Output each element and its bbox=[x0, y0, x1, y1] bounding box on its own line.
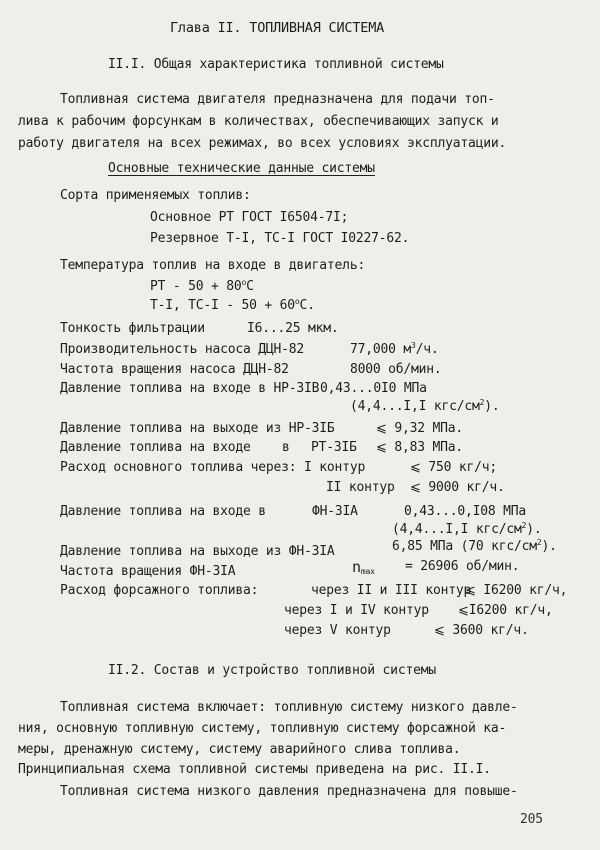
section-2-line-1: Топливная система включает: топливную систему низкого давле- bbox=[60, 700, 518, 715]
temperature-t1-ts1: Т-I, $ТС-I - 50 + 60^оС$. bbox=[150, 297, 315, 313]
temperature-label: Температура топлив на входе в двигатель: bbox=[60, 258, 366, 273]
page-number: 205 bbox=[520, 812, 543, 827]
afterburner-value-3: ⩽ 3600 кг/ч. bbox=[434, 623, 529, 638]
section-2-line-3: меры, дренажную систему, систему аварийного слива топлива. bbox=[18, 742, 461, 757]
fuel-grades-label: Сорта применяемых топлив: bbox=[60, 188, 251, 203]
fn-speed-symbol: $n_{max}$ bbox=[352, 558, 375, 576]
pressure-rt-in-unit: РТ-3IБ bbox=[311, 440, 357, 455]
pressure-rt-in-label: Давление топлива на входе bbox=[60, 440, 251, 455]
pressure-fn-in-unit: ФН-3IА bbox=[312, 504, 358, 519]
afterburner-value-2: ⩽I6200 кг/ч, bbox=[458, 603, 553, 618]
pump-speed-value: 8000 об/мин. bbox=[350, 362, 442, 377]
section-2-line-5: Топливная система низкого давления предназначена для повыше- bbox=[60, 784, 518, 799]
section-2-line-4: Принципиальная схема топливной системы приведена на рис. II.I. bbox=[18, 762, 491, 777]
pressure-rt-in-preposition: в bbox=[282, 440, 290, 455]
afterburner-value-1: ⩽ I6200 кг/ч, bbox=[465, 583, 568, 598]
technical-data-subheading: Основные технические данные системы bbox=[108, 161, 375, 176]
pressure-hp-in-value: 0,43...0I0 МПа bbox=[320, 381, 427, 396]
pressure-fn-in-value: 0,43...0,I08 МПа bbox=[404, 504, 527, 519]
filtration-label: Тонкость фильтрации bbox=[60, 321, 205, 336]
pressure-hp-out-value: ⩽ 9,32 МПа. bbox=[376, 421, 463, 436]
fn-speed-value: = 26906 об/мин. bbox=[405, 559, 520, 574]
intro-line-1: Топливная система двигателя предназначена для подачи топ- bbox=[60, 92, 495, 107]
pressure-hp-out-label: Давление топлива на выходе из НР-3IБ bbox=[60, 421, 335, 436]
pressure-hp-in-alt: (4,4...I,I кгс/$см^2$). bbox=[350, 398, 500, 414]
main-flow-label-2: II контур bbox=[326, 480, 395, 495]
pressure-fn-in-alt: (4,4...I,I кгс/$см^2$). bbox=[392, 521, 542, 537]
pressure-rt-in-value: ⩽ 8,83 МПа. bbox=[376, 440, 463, 455]
afterburner-route-1: через II и III контур bbox=[311, 583, 472, 598]
section-1-title: II.I. Общая характеристика топливной системы bbox=[108, 57, 444, 72]
main-flow-value-2: ⩽ 9000 кг/ч. bbox=[410, 480, 505, 495]
pressure-fn-out-label: Давление топлива на выходе из ФН-3IА bbox=[60, 544, 335, 559]
afterburner-flow-label: Расход форсажного топлива: bbox=[60, 583, 259, 598]
pump-capacity-label: Производительность насоса ДЦН-82 bbox=[60, 342, 305, 357]
intro-line-2: лива к рабочим форсункам в количествах, обеспечивающих запуск и bbox=[18, 114, 499, 129]
section-2-title: II.2. Состав и устройство топливной системы bbox=[108, 663, 436, 678]
main-flow-value-1: ⩽ 750 кг/ч; bbox=[410, 460, 497, 475]
fuel-grade-primary: Основное РТ ГОСТ I6504-7I; bbox=[150, 210, 349, 225]
filtration-value: I6...25 мкм. bbox=[247, 321, 339, 336]
pressure-hp-in-label: Давление топлива на входе в НР-3IВ bbox=[60, 381, 320, 396]
pump-speed-label: Частота вращения насоса ДЦН-82 bbox=[60, 362, 289, 377]
afterburner-route-2: через I и IV контур bbox=[284, 603, 429, 618]
temperature-rt: РТ - $50 + 80^оС$ bbox=[150, 278, 254, 294]
afterburner-route-3: через V контур bbox=[284, 623, 391, 638]
main-flow-label: Расход основного топлива через: I контур bbox=[60, 460, 366, 475]
pressure-fn-in-label: Давление топлива на входе в bbox=[60, 504, 266, 519]
chapter-title: Глава II. ТОПЛИВНАЯ СИСТЕМА bbox=[170, 20, 385, 36]
section-2-line-2: ния, основную топливную систему, топливную систему форсажной ка- bbox=[18, 721, 507, 736]
fuel-grade-reserve: Резервное Т-I, ТС-I ГОСТ I0227-62. bbox=[150, 231, 410, 246]
intro-line-3: работу двигателя на всех режимах, во всех условиях эксплуатации. bbox=[18, 136, 507, 151]
pressure-fn-out-value: 6,85 МПа (70 кгс/$см^2$). bbox=[392, 538, 557, 554]
pump-capacity-value: 77,000 $м^3/ч$. bbox=[350, 341, 439, 357]
fn-speed-label: Частота вращения ФН-3IА bbox=[60, 564, 236, 579]
